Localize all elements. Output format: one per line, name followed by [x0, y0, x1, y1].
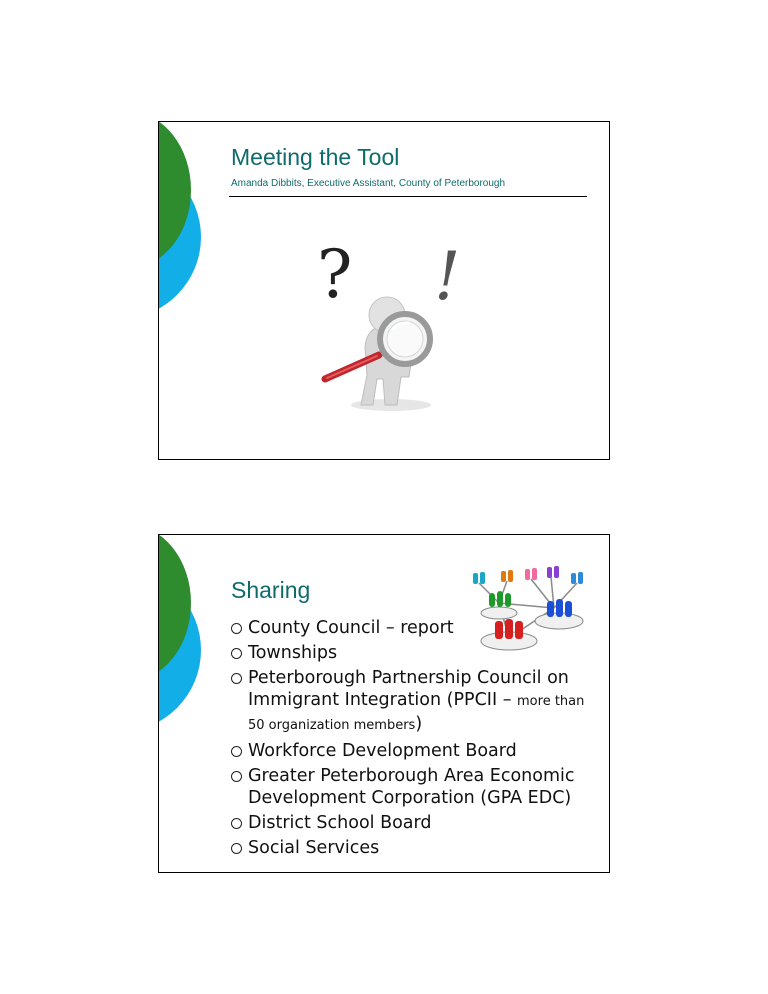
question-mark-icon: ?	[317, 236, 353, 313]
list-item: Peterborough Partnership Council on Immigrant Integration (PPCII – more than 50 organization members)	[229, 667, 604, 737]
title-divider	[229, 196, 587, 197]
slide-decoration-shapes	[159, 535, 219, 872]
list-item: Greater Peterborough Area Economic Development Corporation (GPA EDC)	[229, 765, 604, 809]
people-cluster-top	[473, 566, 583, 584]
slide-title: Sharing	[231, 577, 311, 603]
list-item: Social Services	[229, 837, 604, 859]
slide-title: Meeting the Tool	[231, 144, 400, 170]
slide-sharing	[158, 534, 610, 873]
magnifier-person-illustration	[309, 227, 479, 432]
bullet-circle-icon	[231, 843, 242, 854]
list-item: County Council – report	[229, 617, 604, 639]
bullet-circle-icon	[231, 648, 242, 659]
slide-subtitle: Amanda Dibbits, Executive Assistant, County of Peterborough	[231, 178, 506, 189]
sharing-bullet-list	[229, 617, 604, 862]
bullet-circle-icon	[231, 673, 242, 684]
people-cluster-blue	[547, 599, 572, 617]
exclamation-mark-icon: !	[434, 238, 461, 315]
slide-meeting-the-tool	[158, 121, 610, 460]
list-item: District School Board	[229, 812, 604, 834]
bullet-circle-icon	[231, 746, 242, 757]
list-item: Townships	[229, 642, 604, 664]
people-cluster-green	[489, 591, 511, 607]
list-item: Workforce Development Board	[229, 740, 604, 762]
bullet-circle-icon	[231, 818, 242, 829]
slide-decoration-shapes	[159, 122, 219, 459]
bullet-circle-icon	[231, 623, 242, 634]
bullet-circle-icon	[231, 771, 242, 782]
